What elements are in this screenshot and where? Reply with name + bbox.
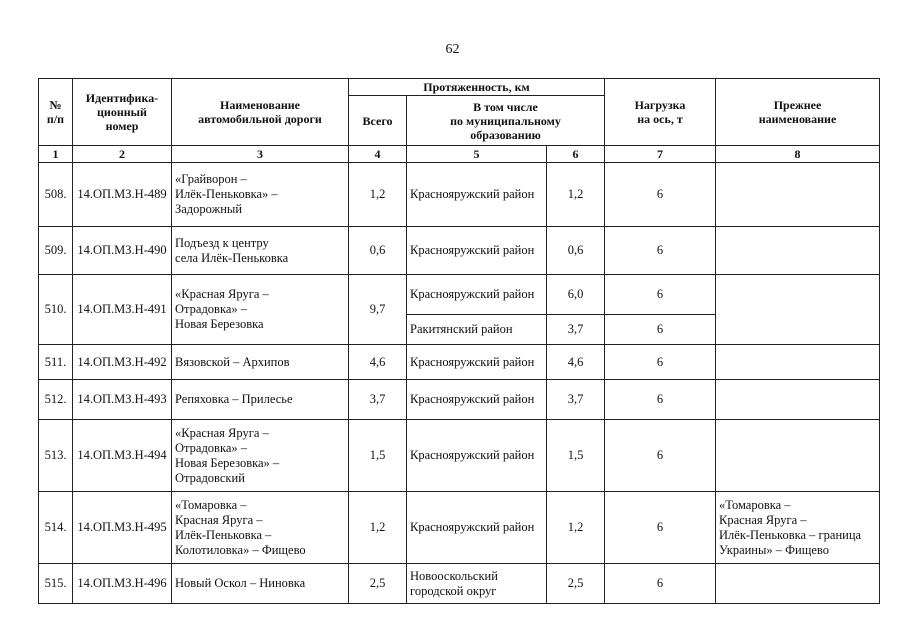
road-id: 14.ОП.МЗ.Н-491 (73, 275, 172, 345)
table-row (39, 380, 880, 420)
axle-load: 6 (605, 315, 716, 345)
total-length: 0,6 (349, 227, 407, 275)
axle-load: 6 (605, 492, 716, 564)
total-length: 9,7 (349, 275, 407, 345)
header-id: Идентифика- ционный номер (73, 79, 172, 146)
header-municipal: В том числе по муниципальному образованию (407, 96, 605, 146)
road-name: «Грайворон – Илёк-Пеньковка» – Задорожный (172, 163, 349, 227)
table-row (39, 227, 880, 275)
axle-load: 6 (605, 380, 716, 420)
table-row (39, 163, 880, 227)
header-former: Прежнее наименование (716, 79, 880, 146)
road-id: 14.ОП.МЗ.Н-496 (73, 564, 172, 604)
district: Краснояружский район (407, 380, 547, 420)
district: Новооскольский городской округ (407, 564, 547, 604)
district: Краснояружский район (407, 492, 547, 564)
column-number: 4 (349, 146, 407, 163)
header-num: № п/п (39, 79, 73, 146)
district-length: 3,7 (547, 315, 605, 345)
table-row (39, 492, 880, 564)
district: Краснояружский район (407, 163, 547, 227)
roads-table (38, 78, 880, 604)
axle-load: 6 (605, 163, 716, 227)
column-number: 5 (407, 146, 547, 163)
total-length: 2,5 (349, 564, 407, 604)
road-id: 14.ОП.МЗ.Н-493 (73, 380, 172, 420)
total-length: 1,5 (349, 420, 407, 492)
district-length: 1,2 (547, 163, 605, 227)
table-row (39, 420, 880, 492)
road-name: «Томаровка – Красная Яруга – Илёк-Пеньковка – Колотиловка» – Фищево (172, 492, 349, 564)
row-number: 514. (39, 492, 73, 564)
road-name: «Красная Яруга – Отрадовка» – Новая Березовка (172, 275, 349, 345)
row-number: 512. (39, 380, 73, 420)
road-id: 14.ОП.МЗ.Н-489 (73, 163, 172, 227)
header-name: Наименование автомобильной дороги (172, 79, 349, 146)
total-length: 3,7 (349, 380, 407, 420)
district-length: 4,6 (547, 345, 605, 380)
axle-load: 6 (605, 227, 716, 275)
former-name (716, 345, 880, 380)
total-length: 1,2 (349, 492, 407, 564)
road-id: 14.ОП.МЗ.Н-495 (73, 492, 172, 564)
table-row (39, 275, 880, 315)
page-number: 62 (445, 42, 460, 57)
former-name (716, 227, 880, 275)
column-number: 6 (547, 146, 605, 163)
former-name: «Томаровка – Красная Яруга – Илёк-Пеньковка – граница Украины» – Фищево (716, 492, 880, 564)
district-length: 1,2 (547, 492, 605, 564)
total-length: 4,6 (349, 345, 407, 380)
road-name: Новый Оскол – Ниновка (172, 564, 349, 604)
header-total: Всего (349, 96, 407, 146)
district: Краснояружский район (407, 345, 547, 380)
row-number: 508. (39, 163, 73, 227)
district-length: 3,7 (547, 380, 605, 420)
row-number: 513. (39, 420, 73, 492)
column-number: 7 (605, 146, 716, 163)
road-name: «Красная Яруга – Отрадовка» – Новая Березовка» – Отрадовский (172, 420, 349, 492)
axle-load: 6 (605, 420, 716, 492)
former-name (716, 275, 880, 345)
district: Краснояружский район (407, 420, 547, 492)
table-row (39, 345, 880, 380)
column-number: 3 (172, 146, 349, 163)
column-number: 8 (716, 146, 880, 163)
district: Ракитянский район (407, 315, 547, 345)
row-number: 511. (39, 345, 73, 380)
road-id: 14.ОП.МЗ.Н-490 (73, 227, 172, 275)
road-name: Репяховка – Прилесье (172, 380, 349, 420)
road-name: Подъезд к центру села Илёк-Пеньковка (172, 227, 349, 275)
header-load: Нагрузка на ось, т (605, 79, 716, 146)
total-length: 1,2 (349, 163, 407, 227)
row-number: 509. (39, 227, 73, 275)
column-number: 1 (39, 146, 73, 163)
district: Краснояружский район (407, 227, 547, 275)
header-length: Протяженность, км (349, 79, 605, 96)
district-length: 1,5 (547, 420, 605, 492)
axle-load: 6 (605, 564, 716, 604)
former-name (716, 163, 880, 227)
district: Краснояружский район (407, 275, 547, 315)
table-row (39, 564, 880, 604)
road-id: 14.ОП.МЗ.Н-494 (73, 420, 172, 492)
axle-load: 6 (605, 275, 716, 315)
column-number: 2 (73, 146, 172, 163)
district-length: 6,0 (547, 275, 605, 315)
road-name: Вязовской – Архипов (172, 345, 349, 380)
district-length: 2,5 (547, 564, 605, 604)
row-number: 515. (39, 564, 73, 604)
former-name (716, 380, 880, 420)
road-id: 14.ОП.МЗ.Н-492 (73, 345, 172, 380)
row-number: 510. (39, 275, 73, 345)
district-length: 0,6 (547, 227, 605, 275)
former-name (716, 564, 880, 604)
axle-load: 6 (605, 345, 716, 380)
former-name (716, 420, 880, 492)
